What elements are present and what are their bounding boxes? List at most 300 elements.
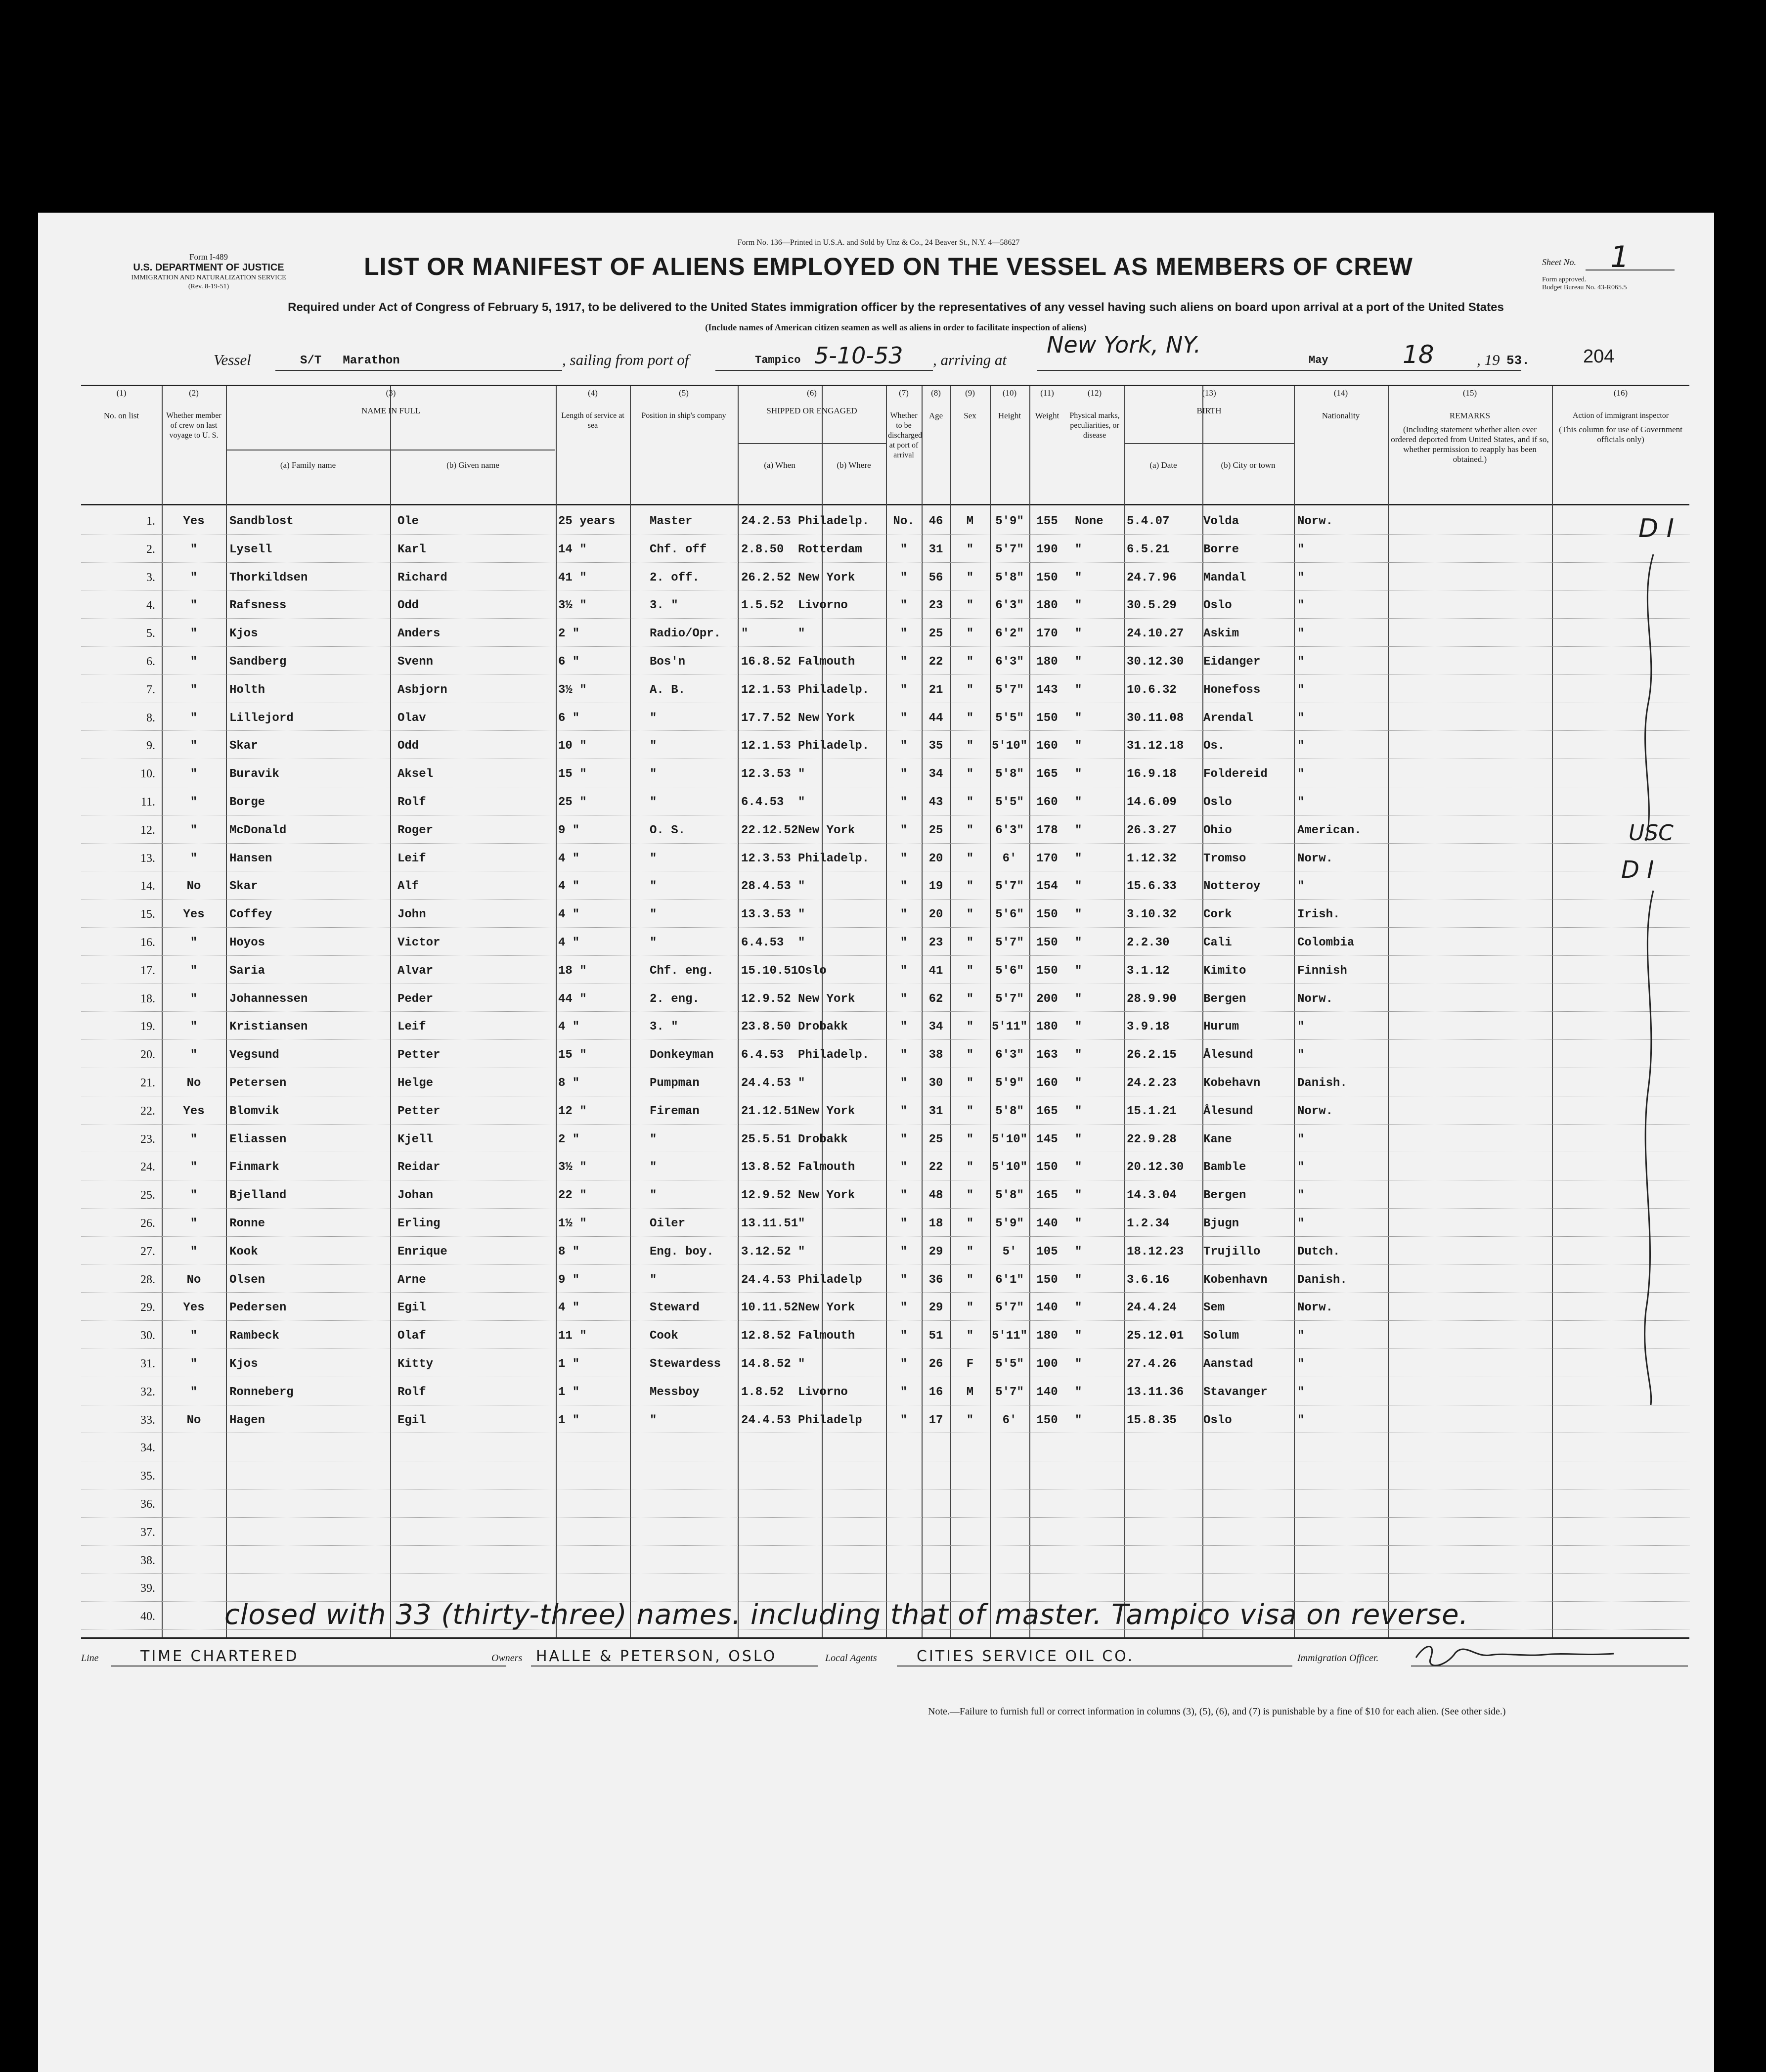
cell-service: 6 "	[558, 655, 580, 669]
inspector-mark: D I	[1621, 856, 1654, 884]
cell-crew: "	[190, 542, 198, 556]
cell-age: 22	[928, 1161, 943, 1174]
cell-service: 25 "	[558, 796, 587, 809]
cell-where: "	[798, 880, 805, 894]
cell-where: Livorno	[798, 1385, 848, 1399]
column-number: (3)	[386, 388, 396, 398]
cell-nat: "	[1297, 683, 1305, 697]
cell-discharged: "	[900, 627, 908, 641]
cell-marks: "	[1075, 852, 1082, 865]
column-number: (9)	[965, 388, 975, 398]
row-number: 2.	[146, 542, 155, 556]
cell-position: 2. eng.	[650, 992, 700, 1006]
cell-sex: "	[966, 936, 974, 949]
arriving-label: , arriving at	[933, 351, 1007, 368]
cell-age: 44	[928, 711, 943, 725]
cell-when: 21.12.51	[741, 1104, 798, 1118]
cell-when: 13.11.51	[741, 1217, 798, 1230]
cell-weight: 180	[1036, 599, 1058, 613]
cell-bdate: 3.10.32	[1127, 908, 1177, 922]
cell-service: 18 "	[558, 964, 587, 978]
column-number: (1)	[116, 388, 127, 398]
cell-discharged: "	[900, 711, 908, 725]
cell-family: Saria	[229, 964, 265, 978]
cell-discharged: "	[900, 1413, 908, 1427]
cell-weight: 154	[1036, 880, 1058, 894]
row-line	[81, 843, 1689, 844]
cell-given: Svenn	[397, 655, 434, 669]
row-number: 18.	[140, 992, 155, 1005]
cell-discharged: "	[900, 767, 908, 781]
cell-age: 30	[928, 1077, 943, 1090]
cell-age: 25	[928, 823, 943, 837]
row-line	[81, 1517, 1689, 1518]
subheader-line	[738, 443, 886, 444]
row-line	[81, 1320, 1689, 1321]
cell-discharged: "	[900, 908, 908, 922]
cell-nat: American.	[1297, 823, 1362, 837]
cell-discharged: "	[900, 1273, 908, 1287]
cell-family: Skar	[229, 880, 258, 894]
cell-bplace: Oslo	[1203, 599, 1232, 613]
cell-when: 13.3.53	[741, 908, 791, 922]
cell-sex: "	[966, 1132, 974, 1146]
column-header: BIRTH	[1196, 406, 1222, 415]
cell-sex: "	[966, 1413, 974, 1427]
cell-weight: 105	[1036, 1245, 1058, 1259]
cell-position: Cook	[650, 1329, 678, 1343]
cell-age: 26	[928, 1357, 943, 1371]
date-underline	[1304, 370, 1521, 371]
cell-marks: "	[1075, 823, 1082, 837]
cell-bplace: Eidanger	[1203, 655, 1261, 669]
cell-where: Drobakk	[798, 1132, 848, 1146]
cell-service: 4 "	[558, 1301, 580, 1315]
cell-height: 5'8"	[995, 1189, 1024, 1203]
cell-height: 5'10"	[991, 739, 1027, 753]
column-subheader: (a) When	[764, 460, 795, 470]
cell-sex: "	[966, 683, 974, 697]
row-line	[81, 618, 1689, 619]
row-line	[81, 927, 1689, 928]
cell-family: Holth	[229, 683, 265, 697]
cell-discharged: "	[900, 1357, 908, 1371]
cell-marks: "	[1075, 1273, 1082, 1287]
cell-weight: 143	[1036, 683, 1058, 697]
cell-sex: "	[966, 1161, 974, 1174]
column-number: (2)	[189, 388, 199, 398]
cell-family: Sandberg	[229, 655, 287, 669]
cell-nat: Norw.	[1297, 1104, 1333, 1118]
cell-given: Olav	[397, 711, 426, 725]
cell-marks: "	[1075, 1301, 1082, 1315]
cell-given: Olaf	[397, 1329, 426, 1343]
cell-discharged: "	[900, 1189, 908, 1203]
cell-crew: "	[190, 796, 198, 809]
officer-underline	[1411, 1666, 1688, 1667]
cell-age: 35	[928, 739, 943, 753]
cell-age: 20	[928, 908, 943, 922]
cell-discharged: "	[900, 1329, 908, 1343]
cell-when: 24.2.53	[741, 515, 791, 528]
cell-crew: Yes	[183, 908, 205, 922]
cell-sex: "	[966, 1329, 974, 1343]
cell-marks: "	[1075, 1413, 1082, 1427]
cell-family: Hoyos	[229, 936, 265, 949]
cell-height: 5'5"	[995, 1357, 1024, 1371]
cell-crew: "	[190, 683, 198, 697]
column-number: (5)	[679, 388, 689, 398]
cell-family: Blomvik	[229, 1104, 279, 1118]
cell-given: Erling	[397, 1217, 441, 1230]
cell-weight: 165	[1036, 1104, 1058, 1118]
cell-crew: No	[186, 1273, 201, 1287]
cell-where: Philadelp.	[798, 739, 870, 753]
cell-given: Victor	[397, 936, 441, 949]
cell-family: Vegsund	[229, 1048, 279, 1062]
cell-weight: 150	[1036, 1413, 1058, 1427]
cell-when: 22.12.52	[741, 823, 798, 837]
row-number: 5.	[146, 627, 155, 640]
cell-sex: "	[966, 599, 974, 613]
cell-when: 24.4.53	[741, 1413, 791, 1427]
cell-bdate: 13.11.36	[1127, 1385, 1184, 1399]
cell-sex: "	[966, 1189, 974, 1203]
cell-where: Philadelp.	[798, 515, 870, 528]
cell-nat: "	[1297, 1385, 1305, 1399]
cell-bdate: 16.9.18	[1127, 767, 1177, 781]
cell-bplace: Mandal	[1203, 571, 1246, 585]
cell-crew: "	[190, 936, 198, 949]
cell-service: 2 "	[558, 627, 580, 641]
column-header: Length of service at sea	[561, 411, 624, 430]
cell-service: 12 "	[558, 1104, 587, 1118]
cell-service: 6 "	[558, 711, 580, 725]
cell-height: 5'11"	[991, 1329, 1027, 1343]
cell-position: "	[650, 1273, 657, 1287]
cell-position: Bos'n	[650, 655, 686, 669]
cell-bplace: Kobenhavn	[1203, 1273, 1268, 1287]
row-number: 11.	[140, 796, 155, 809]
cell-discharged: No.	[893, 515, 915, 528]
cell-discharged: "	[900, 542, 908, 556]
cell-sex: "	[966, 767, 974, 781]
cell-position: "	[650, 1132, 657, 1146]
cell-discharged: "	[900, 1301, 908, 1315]
cell-weight: 178	[1036, 823, 1058, 837]
cell-weight: 200	[1036, 992, 1058, 1006]
cell-bdate: 28.9.90	[1127, 992, 1177, 1006]
cell-weight: 150	[1036, 908, 1058, 922]
column-header: Sex	[964, 411, 976, 420]
cell-where: Livorno	[798, 599, 848, 613]
cell-marks: "	[1075, 1020, 1082, 1034]
column-subheader: (b) Given name	[446, 460, 499, 470]
cell-discharged: "	[900, 823, 908, 837]
row-line	[81, 534, 1689, 535]
cell-service: 8 "	[558, 1245, 580, 1259]
row-number: 31.	[140, 1357, 155, 1370]
cell-nat: Norw.	[1297, 852, 1333, 865]
cell-position: Donkeyman	[650, 1048, 714, 1062]
cell-height: 6'	[1002, 1413, 1017, 1427]
cell-given: Enrique	[397, 1245, 447, 1259]
cell-age: 25	[928, 1132, 943, 1146]
cell-when: 28.4.53	[741, 880, 791, 894]
column-header: Position in ship's company	[641, 411, 726, 420]
cell-sex: "	[966, 739, 974, 753]
cell-family: Rambeck	[229, 1329, 279, 1343]
cell-bdate: 30.5.29	[1127, 599, 1177, 613]
row-number: 24.	[140, 1161, 155, 1174]
cell-sex: "	[966, 908, 974, 922]
cell-when: 6.4.53	[741, 1048, 784, 1062]
cell-given: Rolf	[397, 796, 426, 809]
cell-service: 3½ "	[558, 683, 587, 697]
row-number: 35.	[140, 1470, 155, 1483]
sheet-label: Sheet No.	[1542, 257, 1576, 267]
cell-nat: "	[1297, 1357, 1305, 1371]
cell-service: 4 "	[558, 880, 580, 894]
form-id: Form I-489	[189, 252, 228, 262]
cell-sex: "	[966, 1245, 974, 1259]
cell-position: "	[650, 908, 657, 922]
cell-bplace: Stavanger	[1203, 1385, 1268, 1399]
arrival-year: 53.	[1506, 353, 1530, 368]
cell-where: New York	[798, 711, 855, 725]
cell-discharged: "	[900, 599, 908, 613]
cell-bdate: 5.4.07	[1127, 515, 1170, 528]
row-line	[81, 1236, 1689, 1237]
cell-bplace: Arendal	[1203, 711, 1253, 725]
cell-crew: "	[190, 964, 198, 978]
cell-family: Sandblost	[229, 515, 294, 528]
cell-crew: "	[190, 1161, 198, 1174]
cell-sex: "	[966, 1020, 974, 1034]
cell-weight: 145	[1036, 1132, 1058, 1146]
cell-bplace: Ålesund	[1203, 1104, 1253, 1118]
cell-crew: "	[190, 655, 198, 669]
cell-marks: "	[1075, 599, 1082, 613]
cell-marks: "	[1075, 739, 1082, 753]
cell-position: "	[650, 1413, 657, 1427]
column-header: Nationality	[1322, 411, 1360, 420]
officer-signature	[1406, 1638, 1653, 1672]
column-header: Height	[998, 411, 1021, 420]
cell-weight: 150	[1036, 1273, 1058, 1287]
cell-crew: "	[190, 1385, 198, 1399]
cell-given: Richard	[397, 571, 447, 585]
cell-where: "	[798, 908, 805, 922]
row-number: 15.	[140, 908, 155, 921]
cell-service: 11 "	[558, 1329, 587, 1343]
cell-weight: 180	[1036, 1020, 1058, 1034]
cell-bplace: Bergen	[1203, 992, 1246, 1006]
cell-when: 1.8.52	[741, 1385, 784, 1399]
cell-height: 5'5"	[995, 711, 1024, 725]
cell-bplace: Bamble	[1203, 1161, 1246, 1174]
cell-height: 5'7"	[995, 1301, 1024, 1315]
cell-nat: "	[1297, 1217, 1305, 1230]
cell-bplace: Bjugn	[1203, 1217, 1239, 1230]
footer	[81, 1638, 1689, 1672]
cell-age: 23	[928, 599, 943, 613]
cell-service: 44 "	[558, 992, 587, 1006]
row-line	[81, 1011, 1689, 1012]
cell-family: Borge	[229, 796, 265, 809]
row-number: 26.	[140, 1217, 155, 1230]
cell-height: 5'10"	[991, 1132, 1027, 1146]
cell-marks: "	[1075, 936, 1082, 949]
cell-service: 1½ "	[558, 1217, 587, 1230]
cell-bplace: Oslo	[1203, 1413, 1232, 1427]
row-line	[81, 730, 1689, 731]
row-number: 40.	[140, 1610, 155, 1623]
cell-weight: 150	[1036, 571, 1058, 585]
cell-when: 15.10.51	[741, 964, 798, 978]
cell-service: 15 "	[558, 1048, 587, 1062]
cell-family: Kjos	[229, 627, 258, 641]
cell-bdate: 22.9.28	[1127, 1132, 1177, 1146]
cell-nat: Irish.	[1297, 908, 1340, 922]
cell-bplace: Askim	[1203, 627, 1239, 641]
row-number: 3.	[146, 571, 155, 584]
cell-crew: "	[190, 739, 198, 753]
cell-service: 1 "	[558, 1357, 580, 1371]
cell-where: Falmouth	[798, 1161, 855, 1174]
cell-position: Messboy	[650, 1385, 700, 1399]
cell-where: Philadelp	[798, 1273, 862, 1287]
row-number: 12.	[140, 823, 155, 837]
cell-bdate: 30.11.08	[1127, 711, 1184, 725]
cell-given: Odd	[397, 599, 419, 613]
column-number: (10)	[1002, 388, 1017, 398]
cell-sex: "	[966, 1077, 974, 1090]
inspector-mark: D I	[1638, 514, 1674, 543]
cell-bplace: Kimito	[1203, 964, 1246, 978]
column-number: (8)	[931, 388, 941, 398]
closing-note: closed with 33 (thirty-three) names. including that of master. Tampico visa on reverse.	[224, 1599, 1469, 1631]
cell-bplace: Trujillo	[1203, 1245, 1261, 1259]
cell-marks: "	[1075, 1385, 1082, 1399]
cell-where: "	[798, 796, 805, 809]
cell-height: 5'8"	[995, 1104, 1024, 1118]
cell-position: Eng. boy.	[650, 1245, 714, 1259]
owners-underline	[531, 1666, 818, 1667]
cell-given: Roger	[397, 823, 434, 837]
cell-where: New York	[798, 1189, 855, 1203]
cell-when: "	[741, 627, 749, 641]
cell-given: Peder	[397, 992, 434, 1006]
cell-weight: 150	[1036, 1161, 1058, 1174]
sailing-port: Tampico	[755, 354, 801, 366]
arrival-day: 18	[1403, 340, 1434, 369]
row-line	[81, 1545, 1689, 1546]
cell-weight: 170	[1036, 627, 1058, 641]
cell-where: Philadelp.	[798, 1048, 870, 1062]
cell-when: 2.8.50	[741, 542, 784, 556]
cell-bplace: Os.	[1203, 739, 1225, 753]
cell-where: "	[798, 1357, 805, 1371]
cell-nat: Dutch.	[1297, 1245, 1340, 1259]
row-number: 30.	[140, 1329, 155, 1343]
cell-discharged: "	[900, 1020, 908, 1034]
row-number: 28.	[140, 1273, 155, 1286]
arrival-port: New York, NY.	[1047, 331, 1201, 358]
include-note: (Include names of American citizen seamen as well as aliens in order to facilitate inspection of aliens)	[705, 322, 1087, 332]
budget-bureau: Budget Bureau No. 43-R065.5	[1542, 284, 1627, 291]
cell-bplace: Notteroy	[1203, 880, 1261, 894]
owners-label: Owners	[491, 1653, 523, 1664]
subcol-divider	[822, 450, 823, 504]
row-number: 25.	[140, 1189, 155, 1202]
cell-nat: "	[1297, 711, 1305, 725]
row-line	[81, 1292, 1689, 1293]
column-header: Action of immigrant inspector	[1572, 411, 1669, 420]
cell-height: 5'9"	[995, 1217, 1024, 1230]
cell-bdate: 31.12.18	[1127, 739, 1184, 753]
cell-bplace: Foldereid	[1203, 767, 1268, 781]
cell-sex: "	[966, 571, 974, 585]
cell-height: 6'3"	[995, 655, 1024, 669]
row-number: 10.	[140, 767, 155, 781]
arrival-underline	[1037, 370, 1314, 371]
cell-position: Radio/Opr.	[650, 627, 721, 641]
cell-weight: 180	[1036, 655, 1058, 669]
cell-sex: "	[966, 852, 974, 865]
row-number: 20.	[140, 1048, 155, 1062]
cell-bdate: 15.1.21	[1127, 1104, 1177, 1118]
row-number: 32.	[140, 1385, 155, 1398]
cell-height: 5'7"	[995, 1385, 1024, 1399]
printer-line: Form No. 136—Printed in U.S.A. and Sold by Unz & Co., 24 Beaver St., N.Y. 4—58627	[737, 238, 1020, 247]
column-header: No. on list	[103, 411, 139, 420]
cell-crew: "	[190, 711, 198, 725]
cell-when: 24.4.53	[741, 1273, 791, 1287]
cell-given: Kjell	[397, 1132, 434, 1146]
cell-bplace: Volda	[1203, 515, 1239, 528]
cell-height: 6'1"	[995, 1273, 1024, 1287]
cell-nat: "	[1297, 1020, 1305, 1034]
cell-position: A. B.	[650, 683, 686, 697]
cell-family: Finmark	[229, 1161, 279, 1174]
cell-marks: None	[1075, 515, 1104, 528]
manifest-document	[38, 213, 1714, 2072]
cell-position: "	[650, 739, 657, 753]
column-number: (7)	[899, 388, 909, 398]
cell-given: Leif	[397, 852, 426, 865]
cell-nat: Danish.	[1297, 1077, 1347, 1090]
cell-position: "	[650, 880, 657, 894]
cell-bplace: Ålesund	[1203, 1048, 1253, 1062]
owners-value: HALLE & PETERSON, OSLO	[536, 1648, 777, 1665]
row-number: 17.	[140, 964, 155, 977]
cell-service: 3½ "	[558, 1161, 587, 1174]
row-number: 23.	[140, 1132, 155, 1146]
row-number: 13.	[140, 852, 155, 865]
row-number: 1.	[146, 515, 155, 528]
cell-marks: "	[1075, 1161, 1082, 1174]
row-number: 14.	[140, 880, 155, 893]
cell-given: Karl	[397, 542, 426, 556]
cell-marks: "	[1075, 1245, 1082, 1259]
cell-service: 15 "	[558, 767, 587, 781]
cell-family: Petersen	[229, 1077, 287, 1090]
cell-when: 10.11.52	[741, 1301, 798, 1315]
cell-family: Lillejord	[229, 711, 294, 725]
column-number: (12)	[1087, 388, 1102, 398]
cell-bplace: Solum	[1203, 1329, 1239, 1343]
